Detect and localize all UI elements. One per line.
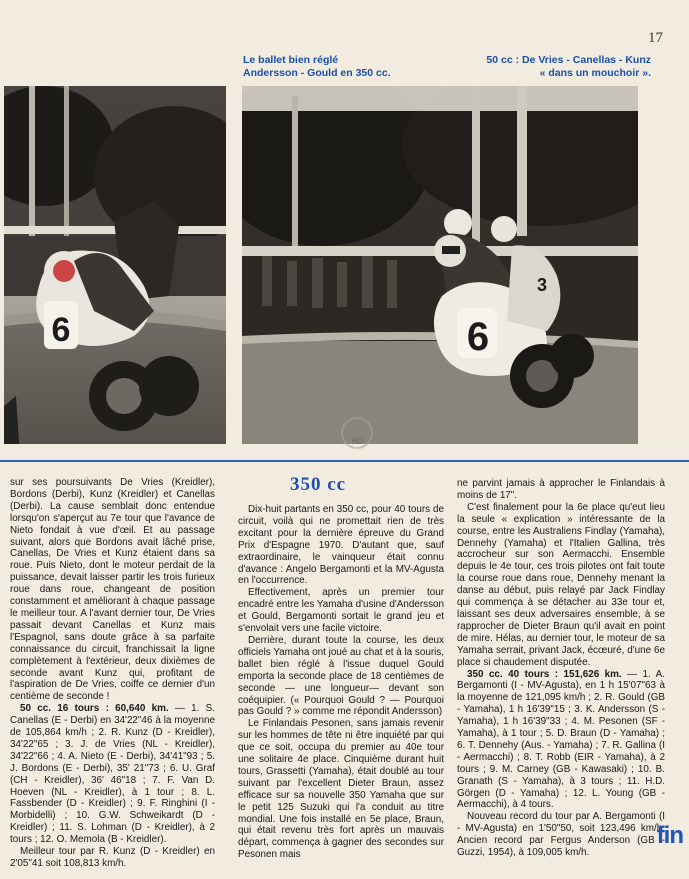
- quote-text: (« Pourquoi Gould ? — Pourquoi pas Gould ? » comme me répondit Andersson): [238, 694, 444, 718]
- caption-line: Andersson - Gould en 350 cc.: [243, 66, 391, 79]
- paragraph: Effectivement, après un premier tour encadré entre les Yamaha d'usine d'Andersson et Gould, Bergamonti sortait le grand jeu et s'envolait vers une facile victoire.: [238, 587, 444, 635]
- paragraph: Dix-huit partants en 350 cc, pour 40 tours de circuit, voilà qui ne promettait rien de très excitant pour la dernière épreuve du Grand Prix d'Espagne 1970. D'autant que, sauf extraordinaire, le vainqueur était connu d'avance : Angelo Bergamonti et la MV-Agusta en l'occurrence.: [238, 504, 444, 587]
- svg-text:JP: JP: [352, 430, 362, 437]
- photo-caption-right: [486, 54, 651, 79]
- rider-number-right-2: 3: [536, 275, 548, 295]
- results-text: — 1. S. Canellas (E - Derbi) en 34'22"46 à la moyenne de 105,864 km/h ; 2. R. Kunz (D - Kreidler), 34'22"65 ; 3. J. de Vries (NL - Kreidler), 34'22"66 ; 4. A. Nieto (E - Derbi), 34'41"93 ; 5. J. Bordons (E - Derbi), 35' 21"73 ; 6. U. Graf (CH - Kreidler), 36' 46"18 ; 7. F. Van D. Hoeven (NL - Kreidler), à 1 tour ; 8. L. Fassbender (D - Kreidler) ; 9. F. Ringhini (I - Morbidelli) ; 10. G.W. Schweikardt (D - Kreidler) ; 11. S. Lohman (D - Kreidler), à 2 tours ; 12. O. Memola (B - Kreidler).: [10, 703, 215, 846]
- caption-line: 50 cc : De Vries - Canellas - Kunz: [486, 54, 651, 66]
- photo-caption-left: [243, 54, 391, 79]
- paragraph: [238, 635, 444, 718]
- section-title: 350 cc: [290, 474, 347, 495]
- end-mark: fin: [656, 822, 683, 849]
- column-3: [457, 478, 665, 859]
- caption-line: Le ballet bien réglé: [243, 54, 339, 66]
- results-350cc: [457, 669, 665, 812]
- paragraph: Nouveau record du tour par A. Bergamonti (I - MV-Agusta) en 1'50"50, soit 123,496 km/h. Ancien record par Fergus Anderson (GB - Guzzi, 1954), à 109,005 km/h.: [457, 811, 665, 859]
- paragraph: Le Finlandais Pesonen, sans jamais revenir sur les hommes de tête ni être inquiété par qui que ce soit, occupa du premier au 40e tour une solitaire 4e place. Cinquième durant huit tours, Grassetti (Yamaha), était doublé au tour suivant par l'excellent Dieter Braun, assez efficace sur sa nouvelle 350 Yamaha que sur le petit 125 Suzuki qui l'a conduit au titre mondial. Une fois installé en 5e place, Braun, qui était revenu très fort après un mauvais départ, commença à gagner des secondes sur Pesonen mais: [238, 718, 444, 861]
- svg-text:HD: HD: [351, 437, 363, 446]
- caption-line: « dans un mouchoir ».: [539, 66, 651, 79]
- paragraph: ne parvint jamais à approcher le Finlandais à moins de 17".: [457, 478, 665, 501]
- blue-rule: [0, 460, 689, 462]
- results-text: — 1. A. Bergamonti (I - MV-Agusta), en 1 h 15'07"63 à la moyenne de 121,095 km/h ; 2. R. Gould (GB - Yamaha), 1 h 16'39"15 ; 3. K. Andersson (S - Yamaha), 1 h 16'39"33 ; 4. M. Pesonen (SF - Yamaha), à 1 tour ; 5. D. Braun (D - Yamaha) ; 6. T. Dennehy (Aus. - Yamaha) ; 7. R. Gallina (I - Aermacchi) ; 8. T. Robb (EIR - Yamaha), à 2 tours ; 9. M. Carney (GB - Kawasaki) ; 10. B. Granath (S - Yamaha), à 3 tours ; 11. H.D. Görgen (D - Yamaha) ; 12. L. Young (GB - Aermacchi), à 4 tours.: [457, 668, 665, 811]
- page-number: 17: [648, 30, 663, 46]
- paragraph: C'est finalement pour la 6e place qu'eut lieu la seule « explication » intéressante de la course, entre les Australiens Findlay (Yamaha), Dennehy (Yamaha) et l'Italien Gallina, très accrocheur sur son Aermacchi. Ensemble depuis le 4e tour, ces trois pilotes ont fait toute la course roue dans roue, Dennehy menant la danse au début, puis relayé par Jack Findlay qui commença à se détacher au 33e tour et, laissant ses deux adversaires ensemble, à se rapprocher de Dieter Braun qu'il avait en point de mire. Hélas, au dernier tour, le moteur de sa Yamaha serrait, privant Jack, écœuré, d'une 6e place si chaudement disputée.: [457, 501, 665, 668]
- watermark-logo: [340, 416, 374, 450]
- rider-number-left: 6: [51, 311, 71, 349]
- photo-rider-left: [4, 86, 226, 444]
- results-50cc: [10, 703, 215, 846]
- results-heading: 350 cc. 40 tours : 151,626 km.: [467, 668, 622, 680]
- paragraph: sur ses poursuivants De Vries (Kreidler), Bordons (Derbi), Kunz (Kreidler) et Canellas (Derbi). La cause semblait donc entendue lorsqu'on s'aperçut au 7e tour que l'avance de Nieto fondait à vue d'œil. Et au passage suivant, alors que Bordons avait lâché prise, Canellas, De Vries et Kunz étaient dans sa roue. Puis Nieto, dont le moteur perdait de la puissance, devait laisser partir les trois furieux roue dans roue, changeant de position constamment et améliorant à chaque passage le meilleur tour. A l'avant dernier tour, De Vries passait devant Canellas et Kunz mais l'Espagnol, sans doute grâce à sa parfaite connaissance du circuit, franchissait la ligne complètement à l'extérieur, deux dixièmes de seconde avant Kunz qui, profitant de l'aspiration de De Vries, coiffe ce dernier d'un centième de seconde !: [10, 477, 215, 703]
- rider-number-right: 6: [466, 315, 490, 359]
- paragraph: Meilleur tour par R. Kunz (D - Kreidler) en 2'05"41 soit 108,813 km/h.: [10, 846, 215, 869]
- results-heading: 50 cc. 16 tours : 60,640 km.: [20, 703, 169, 715]
- svg-text:LG: LG: [352, 422, 362, 429]
- photo-riders-right: [242, 86, 638, 444]
- column-1: [10, 477, 215, 870]
- column-2: [238, 504, 444, 861]
- paragraph-text: Derrière, durant toute la course, les deux officiels Yamaha ont joué au chat et à la souris, ballet bien réglé à l'issue duquel Gould emporta la seconde place de 18 centièmes de seconde — une longueur— devant son coéquipier.: [238, 634, 444, 706]
